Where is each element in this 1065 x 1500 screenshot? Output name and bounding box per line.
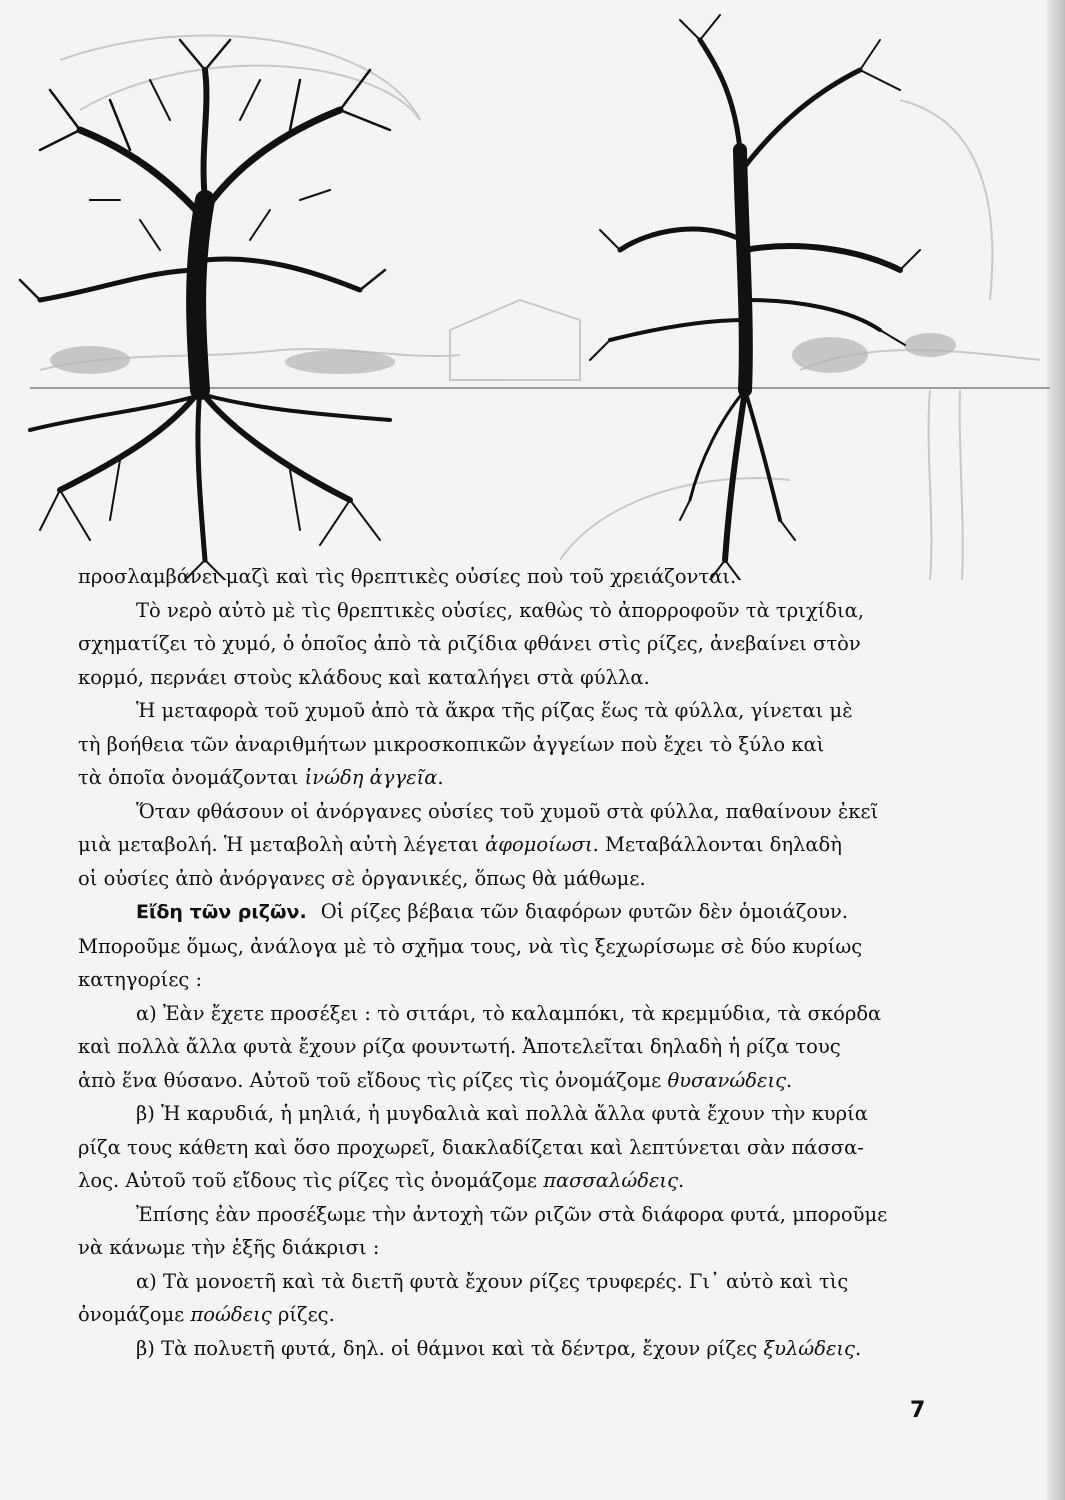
text-line: ρίζα τους κάθετη καὶ ὅσο προχωρεῖ, διακλαδίζεται καὶ λεπτύνεται σὰν πάσσα- <box>78 1135 864 1159</box>
page-number: 7 <box>910 1398 926 1423</box>
text-line: ἀπὸ ἕνα θύσανο. Αὐτοῦ τοῦ εἴδους τὶς ρίζες τὶς ὀνομάζομε θυσανώδεις. <box>78 1068 793 1092</box>
text-line: κατηγορίες : <box>78 968 203 991</box>
term-assimilation: ἀφομοίωσι <box>485 833 593 856</box>
text-line: τὴ βοήθεια τῶν ἀναριθμήτων μικροσκοπικῶν ἀγγείων ποὺ ἔχει τὸ ξύλο καὶ <box>78 732 825 756</box>
text-line: κορμό, περνάει στοὺς κλάδους καὶ καταλήγει στὰ φύλλα. <box>78 665 650 689</box>
text-line: Ἐπίσης ἐὰν προσέξωμε τὴν ἀντοχὴ τῶν ριζῶν στὰ διάφορα φυτά, μποροῦμε <box>136 1202 888 1226</box>
right-tree <box>590 15 920 580</box>
text-line: μιὰ μεταβολή. Ἡ μεταβολὴ αὐτὴ λέγεται ἀφομοίωσι. Μεταβάλλονται δηλαδὴ <box>78 833 842 856</box>
text-line: ὀνομάζομε ποώδεις ρίζες. <box>78 1303 335 1326</box>
text-line: νὰ κάνωμε τὴν ἑξῆς διάκρισι : <box>78 1236 380 1259</box>
text-line: α) Ἐὰν ἔχετε προσέξει : τὸ σιτάρι, τὸ καλαμπόκι, τὰ κρεμμύδια, τὰ σκόρδα <box>136 1001 882 1025</box>
body-text <box>78 560 938 1365</box>
text-line: προσλαμβάνει μαζὶ καὶ τὶς θρεπτικὲς οὐσίες ποὺ τοῦ χρειάζονται. <box>78 565 737 588</box>
term-fibrous: θυσανώδεις <box>667 1068 787 1092</box>
text-line: Εἴδη τῶν ριζῶν. Οἱ ρίζες βέβαια τῶν διαφόρων φυτῶν δὲν ὁμοιάζουν. <box>136 900 849 923</box>
tree-roots-illustration <box>0 0 1065 580</box>
left-tree <box>20 40 390 580</box>
text-line: οἱ οὐσίες ἀπὸ ἀνόργανες σὲ ὀργανικές, ὅπως θὰ μάθωμε. <box>78 866 646 890</box>
text-line: β) Ἡ καρυδιά, ἡ μηλιά, ἡ μυγδαλιὰ καὶ πολλὰ ἄλλα φυτὰ ἔχουν τὴν κυρία <box>136 1102 868 1125</box>
text-line: λος. Αὐτοῦ τοῦ εἴδους τὶς ρίζες τὶς ὀνομάζομε πασσαλώδεις. <box>78 1169 685 1192</box>
term-taproot: πασσαλώδεις <box>543 1169 678 1192</box>
text-line: β) Τὰ πολυετῆ φυτά, δηλ. οἱ θάμνοι καὶ τὰ δέντρα, ἔχουν ρίζες ξυλώδεις. <box>136 1336 862 1360</box>
term-herbaceous: ποώδεις <box>190 1303 272 1326</box>
text-line: Μποροῦμε ὅμως, ἀνάλογα μὲ τὸ σχῆμα τους, νὰ τὶς ξεχωρίσωμε σὲ δύο κυρίως <box>78 934 863 958</box>
text-line: σχηματίζει τὸ χυμό, ὁ ὁποῖος ἀπὸ τὰ ριζίδια φθάνει στὶς ρίζες, ἀνεβαίνει στὸν <box>78 632 861 655</box>
term-woody: ξυλώδεις <box>763 1336 855 1360</box>
background-blobs <box>50 333 956 374</box>
text-line: τὰ ὁποῖα ὀνομάζονται ἰνώδη ἀγγεῖα. <box>78 766 444 789</box>
text-line: Ἡ μεταφορὰ τοῦ χυμοῦ ἀπὸ τὰ ἄκρα τῆς ρίζας ἕως τὰ φύλλα, γίνεται μὲ <box>136 699 853 722</box>
text-line: Ὅταν φθάσουν οἱ ἀνόργανες οὐσίες τοῦ χυμοῦ στὰ φύλλα, παθαίνουν ἐκεῖ <box>136 799 879 823</box>
text-line: καὶ πολλὰ ἄλλα φυτὰ ἔχουν ρίζα φουντωτή. Ἀποτελεῖται δηλαδὴ ἡ ρίζα τους <box>78 1035 841 1058</box>
text-line: Τὸ νερὸ αὐτὸ μὲ τὶς θρεπτικὲς οὐσίες, καθὼς τὸ ἀπορροφοῦν τὰ τριχίδια, <box>136 598 865 622</box>
section-heading: Εἴδη τῶν ριζῶν. <box>136 901 307 923</box>
term-inode-vessels: ἰνώδη ἀγγεῖα <box>304 766 438 789</box>
text-line: α) Τὰ μονοετῆ καὶ τὰ διετῆ φυτὰ ἔχουν ρίζες τρυφερές. Γι᾽ αὐτὸ καὶ τὶς <box>136 1269 849 1293</box>
